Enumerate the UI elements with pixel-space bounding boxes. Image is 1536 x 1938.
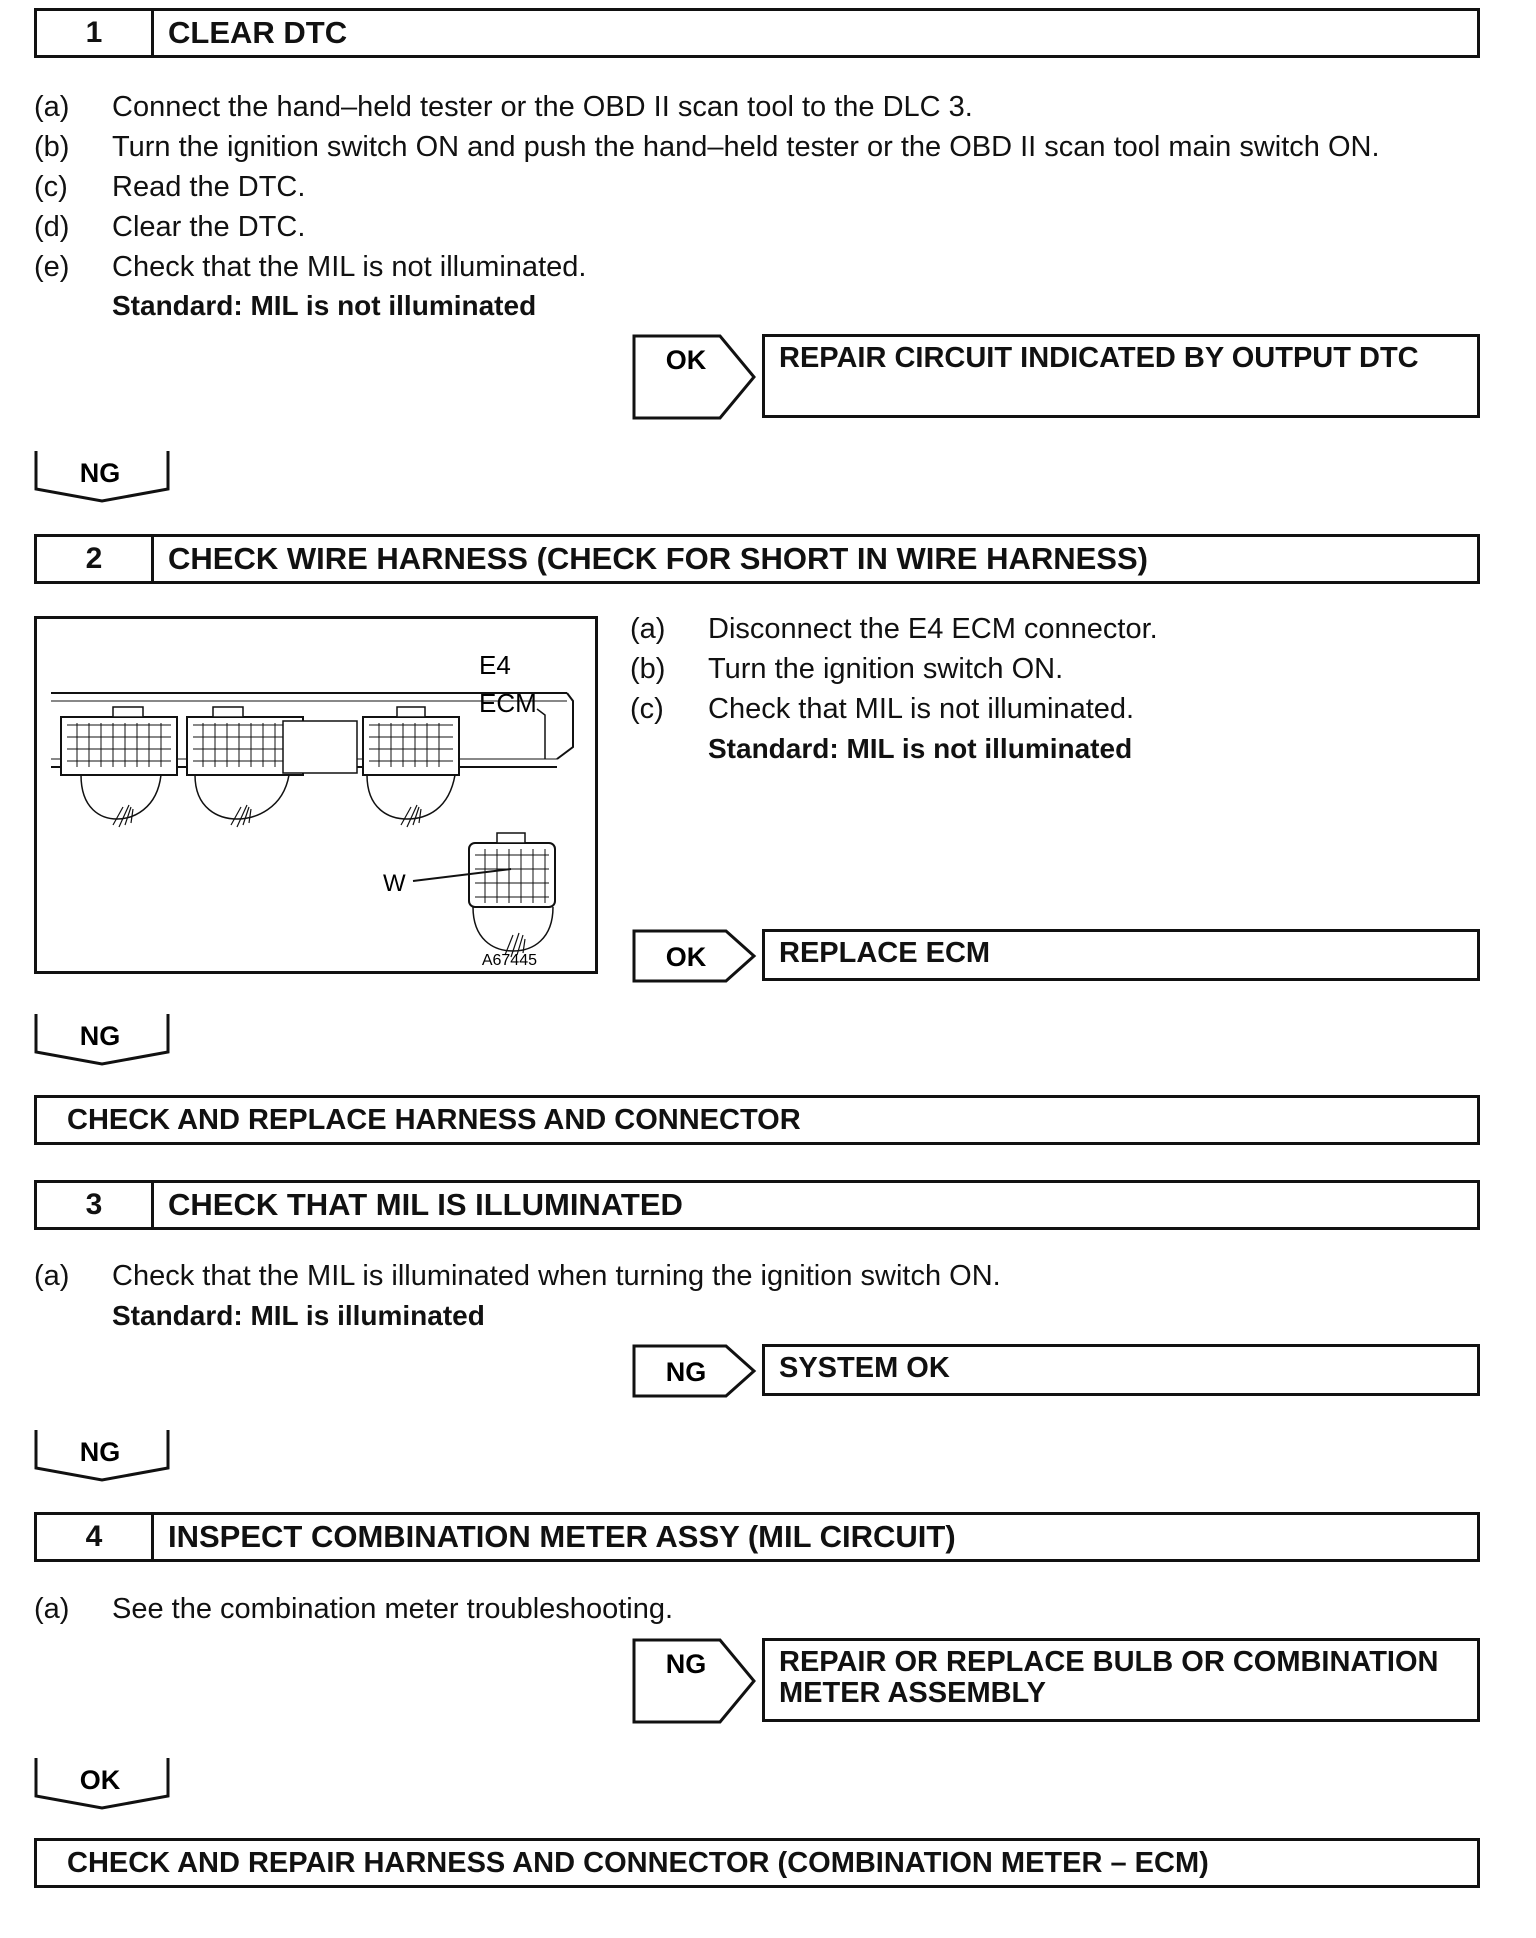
ok-down-arrow bbox=[34, 1756, 174, 1812]
item-label: (b) bbox=[630, 653, 666, 685]
ng-branch-arrow bbox=[632, 1344, 762, 1398]
instruction-line bbox=[34, 1591, 673, 1627]
item-label: (c) bbox=[34, 171, 68, 203]
item-label: (a) bbox=[630, 613, 666, 645]
standard-text: Standard: MIL is not illuminated bbox=[708, 733, 1133, 764]
instruction-line bbox=[630, 691, 1134, 727]
branch-result-box: SYSTEM OK bbox=[762, 1344, 1480, 1396]
step-4-header bbox=[34, 1512, 1480, 1562]
step-number: 4 bbox=[37, 1515, 154, 1559]
branch-label: OK bbox=[665, 345, 707, 375]
next-label: NG bbox=[79, 1021, 121, 1051]
instruction-line bbox=[34, 89, 973, 125]
result-line: REPAIR OR REPLACE BULB OR COMBINATION bbox=[779, 1646, 1439, 1678]
step-number: 3 bbox=[37, 1183, 154, 1227]
step-1-header bbox=[34, 8, 1480, 58]
item-text: Check that the MIL is illuminated when turning the ignition switch ON. bbox=[112, 1260, 1001, 1292]
instruction-line bbox=[34, 129, 1380, 165]
next-label: NG bbox=[79, 1437, 121, 1467]
standard-text: Standard: MIL is illuminated bbox=[112, 1300, 485, 1331]
ecm-connector-1 bbox=[61, 707, 177, 827]
figure-label-e4: E4 bbox=[479, 650, 511, 680]
next-label: NG bbox=[79, 458, 121, 488]
step-title: CHECK THAT MIL IS ILLUMINATED bbox=[168, 1187, 683, 1222]
step-number: 1 bbox=[37, 11, 154, 55]
next-label: OK bbox=[79, 1765, 121, 1795]
final-action-box: CHECK AND REPAIR HARNESS AND CONNECTOR (COMBINATION METER – ECM) bbox=[34, 1838, 1480, 1888]
ng-down-arrow bbox=[34, 1428, 174, 1484]
instruction-line bbox=[34, 209, 305, 245]
step-number: 2 bbox=[37, 537, 154, 581]
branch-result-box bbox=[762, 1638, 1480, 1722]
item-text: Read the DTC. bbox=[112, 171, 306, 203]
step-title: CLEAR DTC bbox=[168, 15, 348, 50]
item-text: Connect the hand–held tester or the OBD II scan tool to the DLC 3. bbox=[112, 91, 973, 123]
item-label: (a) bbox=[34, 91, 70, 123]
item-label: (b) bbox=[34, 131, 70, 163]
branch-result-box: REPLACE ECM bbox=[762, 929, 1480, 981]
instruction-line bbox=[34, 169, 305, 205]
ok-branch-arrow bbox=[632, 929, 762, 983]
instruction-line bbox=[630, 651, 1063, 687]
item-label: (a) bbox=[34, 1260, 70, 1292]
item-label: (a) bbox=[34, 1593, 70, 1625]
blank-connector-slot bbox=[283, 721, 357, 773]
item-text: Check that the MIL is not illuminated. bbox=[112, 251, 587, 283]
item-text: Turn the ignition switch ON and push the hand–held tester or the OBD II scan tool main switch ON. bbox=[112, 131, 1380, 163]
item-text: Disconnect the E4 ECM connector. bbox=[708, 613, 1158, 645]
final-action-box: CHECK AND REPLACE HARNESS AND CONNECTOR bbox=[34, 1095, 1480, 1145]
step-3-header bbox=[34, 1180, 1480, 1230]
ng-down-arrow bbox=[34, 449, 174, 505]
result-line: METER ASSEMBLY bbox=[779, 1677, 1046, 1709]
instruction-line bbox=[630, 611, 1158, 647]
item-text: Clear the DTC. bbox=[112, 211, 306, 243]
branch-label: OK bbox=[665, 942, 707, 972]
item-text: Check that MIL is not illuminated. bbox=[708, 693, 1135, 725]
item-label: (c) bbox=[630, 693, 664, 725]
branch-label: NG bbox=[665, 1649, 707, 1679]
step-title: INSPECT COMBINATION METER ASSY (MIL CIRCUIT) bbox=[168, 1519, 956, 1554]
step-2-header bbox=[34, 534, 1480, 584]
branch-label: NG bbox=[665, 1357, 707, 1387]
connector-figure bbox=[34, 616, 598, 974]
ok-branch-arrow bbox=[632, 334, 762, 420]
e4-connector bbox=[469, 833, 555, 957]
branch-result-box: REPAIR CIRCUIT INDICATED BY OUTPUT DTC bbox=[762, 334, 1480, 418]
step-title: CHECK WIRE HARNESS (CHECK FOR SHORT IN WIRE HARNESS) bbox=[168, 541, 1148, 576]
figure-code: A67445 bbox=[481, 952, 537, 969]
ng-branch-arrow bbox=[632, 1638, 762, 1724]
item-text: Turn the ignition switch ON. bbox=[708, 653, 1064, 685]
ng-down-arrow bbox=[34, 1012, 174, 1068]
standard-text: Standard: MIL is not illuminated bbox=[112, 290, 537, 321]
item-label: (e) bbox=[34, 251, 70, 283]
item-text: See the combination meter troubleshooting. bbox=[112, 1593, 674, 1625]
item-label: (d) bbox=[34, 211, 70, 243]
instruction-line bbox=[34, 249, 586, 285]
instruction-line bbox=[34, 1258, 1001, 1294]
figure-label-ecm: ECM bbox=[479, 688, 537, 718]
figure-label-w: W bbox=[383, 870, 406, 897]
ecm-connector-3 bbox=[363, 707, 459, 827]
